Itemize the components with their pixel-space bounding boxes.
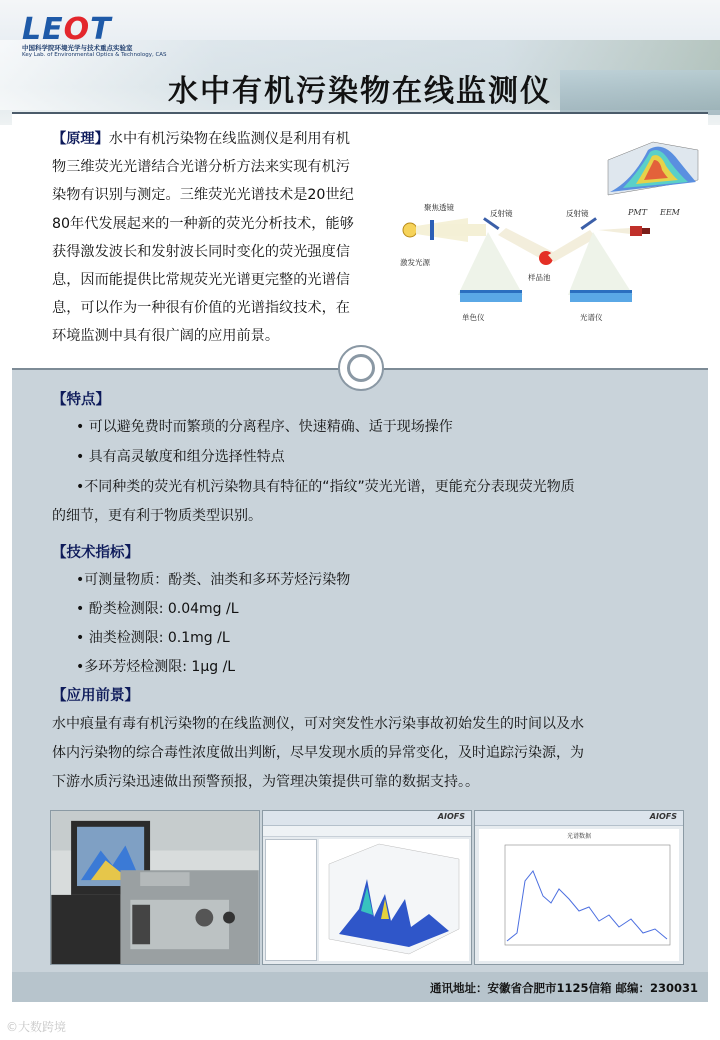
- application-line: 水中痕量有毒有机污染物的在线监测仪，可对突发性水污染事故初始发生的时间以及水: [52, 716, 584, 732]
- eem-label: EEM: [660, 208, 680, 217]
- principle-line: 环境监测中具有很广阔的应用前景。: [52, 328, 280, 345]
- feature-item: • 具有高灵敏度和组分选择性特点: [76, 449, 285, 465]
- principle-line: 染物有识别与测定。三维荧光光谱技术是20世纪: [52, 187, 354, 204]
- light-source-label: 激发光源: [400, 258, 430, 267]
- principle-line: 息，因而能提供比常规荧光光谱更完整的光谱信: [52, 272, 350, 289]
- contact-address: 通讯地址：安徽省合肥市1125信箱 邮编：230031: [429, 981, 698, 995]
- application-heading: 【应用前景】: [52, 688, 139, 704]
- spec-item: •多环芳烃检测限: 1μg /L: [76, 659, 236, 675]
- principle-line: 80年代发展起来的一种新的荧光分析技术，能够: [52, 215, 354, 232]
- pmt-label: PMT: [628, 208, 647, 217]
- eem-surface-plot: [608, 142, 698, 195]
- spec-item: • 油类检测限: 0.1mg /L: [76, 630, 230, 646]
- principle-line: 息，可以作为一种很有价值的光谱指纹技术，在: [52, 300, 350, 317]
- feature-item: •不同种类的荧光有机污染物具有特征的“指纹”荧光光谱，更能充分表现荧光物质: [76, 479, 575, 495]
- software-brand: AIOFS: [437, 812, 465, 821]
- software-brand: AIOFS: [649, 812, 677, 821]
- application-line: 下游水质污染迅速做出预警预报，为管理决策提供可靠的数据支持。。: [52, 774, 479, 790]
- focus-lens: [430, 220, 434, 240]
- plot-title: 光谱数据: [566, 833, 591, 840]
- sample-cell-label: 样品池: [528, 273, 551, 282]
- spectrometer-label: 光谱仪: [580, 313, 603, 322]
- specs-heading: 【技术指标】: [52, 545, 139, 561]
- pmt-detector: [630, 226, 642, 236]
- leot-logo: LEOT: [22, 12, 112, 47]
- org-name-cn: 中国科学院环境光学与技术重点实验室: [22, 44, 133, 52]
- feature-item-continued: 的细节，更有利于物质类型识别。: [52, 508, 262, 524]
- principle-label: 【原理】: [52, 131, 109, 147]
- spec-item: • 酚类检测限: 0.04mg /L: [76, 601, 239, 617]
- mirror-2: [580, 217, 596, 230]
- org-name-en: Key Lab. of Environmental Optics & Technology, CAS: [22, 52, 167, 58]
- divider-ornament: [338, 345, 384, 391]
- feature-item: • 可以避免费时而繁琐的分离程序、快速精确、适于现场操作: [76, 419, 453, 435]
- principle-line: 物三维荧光光谱结合光谱分析方法来实现有机污: [52, 159, 350, 176]
- watermark: ©大数跨境: [6, 1020, 67, 1034]
- monochromator-label: 单色仪: [462, 313, 485, 322]
- software-screenshot-3d: [262, 810, 472, 965]
- software-screenshot-spectrum: [474, 810, 684, 965]
- mirror-1-label: 反射镜: [490, 209, 513, 218]
- light-source: [403, 223, 417, 237]
- principle-line: 获得激发波长和发射波长同时变化的荧光强度信: [52, 243, 350, 260]
- page-title: 水中有机污染物在线监测仪: [168, 74, 552, 109]
- principle-text: [52, 125, 398, 351]
- mirror-2-label: 反射镜: [566, 209, 589, 218]
- application-line: 体内污染物的综合毒性浓度做出判断，尽早发现水质的异常变化，及时追踪污染源，为: [52, 745, 584, 761]
- focus-lens-label: 聚焦透镜: [424, 203, 454, 212]
- spec-item: •可测量物质：酚类、油类和多环芳烃污染物: [76, 572, 351, 588]
- features-heading: 【特点】: [52, 392, 110, 408]
- optical-diagram: [398, 140, 708, 335]
- principle-line: 【原理】水中有机污染物在线监测仪是利用有机: [52, 131, 350, 147]
- instrument-photo: [50, 810, 260, 965]
